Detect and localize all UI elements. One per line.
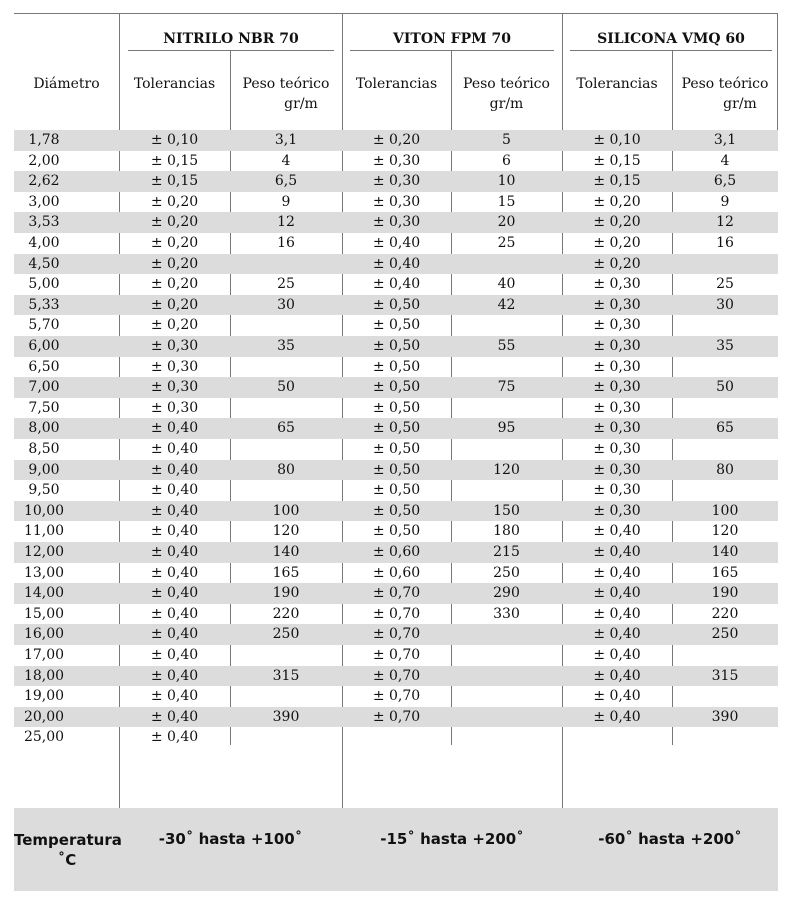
cell-tol-viton: ± 0,50 [372, 461, 421, 478]
temperature-silicona: -60˚ hasta +200˚ [598, 830, 742, 848]
cell-diametro: 7,00 [28, 379, 60, 396]
cell-tol-silicona: ± 0,40 [593, 523, 641, 540]
cell-tol-silicona: ± 0,30 [593, 296, 641, 313]
table-row [14, 624, 778, 645]
cell-peso-viton [451, 439, 562, 460]
cell-diametro: 20,00 [23, 708, 65, 725]
cell-peso-nitrilo [230, 727, 342, 748]
cell-peso-nitrilo [230, 686, 342, 707]
table-row [14, 315, 778, 336]
cell-peso-viton [451, 315, 562, 336]
cell-tol-nitrilo: ± 0,30 [150, 358, 199, 375]
header-peso-nitrilo [230, 74, 342, 114]
header-peso-label: Peso teórico [242, 76, 330, 92]
cell-peso-silicona: 30 [716, 296, 734, 313]
cell-diametro: 17,00 [23, 647, 65, 663]
table-row [14, 212, 778, 233]
cell-tol-nitrilo: ± 0,40 [150, 482, 199, 499]
cell-peso-viton: 95 [497, 420, 516, 437]
temperature-viton: -15˚ hasta +200˚ [380, 830, 524, 848]
cell-peso-viton: 180 [493, 523, 520, 540]
cell-tol-nitrilo: ± 0,40 [150, 523, 199, 540]
cell-tol-nitrilo: ± 0,40 [150, 708, 199, 725]
cell-peso-silicona: 4 [720, 152, 730, 169]
cell-tol-silicona: ± 0,15 [593, 152, 641, 169]
cell-peso-nitrilo: 30 [277, 296, 295, 313]
cell-diametro: 9,50 [28, 482, 60, 499]
cell-diametro: 11,00 [23, 523, 65, 540]
cell-tol-viton: ± 0,20 [372, 132, 421, 148]
cell-peso-silicona: 80 [716, 461, 734, 478]
cell-tol-silicona: ± 0,20 [593, 193, 641, 210]
cell-peso-viton: 55 [497, 338, 516, 354]
table-row [14, 130, 778, 151]
cell-tol-viton: ± 0,40 [372, 276, 421, 293]
cell-tol-nitrilo: ± 0,40 [150, 688, 199, 705]
cell-peso-nitrilo: 140 [272, 544, 300, 560]
cell-peso-silicona: 120 [711, 523, 739, 540]
cell-peso-viton [451, 707, 562, 728]
cell-peso-viton: 250 [493, 564, 520, 581]
cell-diametro: 13,00 [23, 564, 65, 581]
cell-peso-silicona [672, 439, 778, 460]
table-row [14, 254, 778, 275]
cell-peso-nitrilo [230, 398, 342, 419]
table-row [14, 274, 778, 295]
cell-tol-viton: ± 0,70 [372, 647, 421, 663]
cell-tol-silicona: ± 0,30 [593, 338, 641, 354]
cell-peso-silicona: 165 [711, 564, 739, 581]
cell-diametro: 14,00 [23, 585, 65, 602]
cell-diametro: 4,50 [28, 255, 60, 272]
cell-tol-viton: ± 0,50 [372, 358, 421, 375]
cell-peso-viton: 5 [502, 132, 511, 148]
table-row [14, 418, 778, 439]
cell-tol-nitrilo: ± 0,40 [150, 544, 199, 560]
cell-tol-viton: ± 0,40 [372, 255, 421, 272]
cell-peso-silicona: 315 [711, 667, 739, 684]
table-row [14, 563, 778, 584]
cell-tol-silicona: ± 0,30 [593, 420, 641, 437]
cell-tol-viton: ± 0,30 [372, 193, 421, 210]
cell-diametro: 18,00 [23, 667, 65, 684]
cell-peso-viton [451, 645, 562, 666]
cell-diametro: 10,00 [23, 502, 65, 519]
cell-tol-nitrilo: ± 0,40 [150, 647, 199, 663]
cell-peso-viton: 40 [497, 276, 516, 293]
cell-tol-silicona [562, 727, 672, 748]
cell-peso-nitrilo: 315 [272, 667, 300, 684]
cell-peso-viton [451, 480, 562, 501]
cell-peso-silicona: 3,1 [713, 132, 737, 148]
cell-tol-silicona: ± 0,40 [593, 708, 641, 725]
table-row [14, 583, 778, 604]
table-row [14, 460, 778, 481]
cell-peso-nitrilo: 80 [277, 461, 295, 478]
cell-tol-silicona: ± 0,40 [593, 564, 641, 581]
cell-diametro: 3,00 [28, 193, 60, 210]
cell-peso-silicona: 9 [720, 193, 730, 210]
temperature-label-line1: Temperatura [14, 831, 122, 849]
cell-peso-silicona [672, 357, 778, 378]
cell-tol-silicona: ± 0,30 [593, 441, 641, 457]
cell-tol-nitrilo: ± 0,30 [150, 338, 199, 354]
cell-tol-silicona: ± 0,30 [593, 399, 641, 416]
cell-peso-silicona: 6,5 [713, 173, 737, 190]
cell-diametro: 6,50 [28, 358, 60, 375]
cell-peso-viton [451, 398, 562, 419]
cell-peso-nitrilo: 390 [272, 708, 300, 725]
cell-tol-viton: ± 0,50 [372, 441, 421, 457]
cell-diametro: 16,00 [23, 626, 65, 643]
cell-peso-viton [451, 624, 562, 645]
cell-tol-silicona: ± 0,40 [593, 647, 641, 663]
cell-peso-nitrilo: 9 [281, 193, 291, 210]
cell-diametro: 7,50 [28, 399, 60, 416]
cell-tol-nitrilo: ± 0,40 [150, 461, 199, 478]
header-peso-unit: gr/m [284, 96, 318, 112]
cell-peso-silicona: 220 [711, 605, 739, 622]
cell-tol-nitrilo: ± 0,20 [150, 235, 199, 251]
cell-tol-silicona: ± 0,40 [593, 688, 641, 705]
table-row [14, 151, 778, 172]
cell-peso-nitrilo [230, 645, 342, 666]
header-peso-label: Peso teórico [681, 76, 769, 92]
cell-peso-nitrilo: 4 [281, 152, 291, 169]
cell-peso-nitrilo: 25 [277, 276, 295, 293]
cell-peso-silicona [672, 645, 778, 666]
cell-tol-nitrilo: ± 0,30 [150, 399, 199, 416]
cell-tol-viton: ± 0,50 [372, 317, 421, 334]
cell-tol-viton: ± 0,30 [372, 152, 421, 169]
cell-tol-silicona: ± 0,15 [593, 173, 641, 190]
cell-tol-silicona: ± 0,30 [593, 358, 641, 375]
table-row [14, 707, 778, 728]
cell-tol-viton: ± 0,70 [372, 688, 421, 705]
cell-tol-silicona: ± 0,30 [593, 379, 641, 396]
cell-diametro: 9,00 [28, 461, 60, 478]
cell-tol-silicona: ± 0,40 [593, 626, 641, 643]
cell-peso-silicona: 390 [711, 708, 739, 725]
cell-diametro: 15,00 [23, 605, 65, 622]
cell-peso-silicona [672, 727, 778, 748]
cell-peso-viton [451, 357, 562, 378]
cell-peso-nitrilo: 250 [272, 626, 300, 643]
cell-tol-silicona: ± 0,40 [593, 605, 641, 622]
cell-tol-silicona: ± 0,10 [593, 132, 641, 148]
table-row [14, 233, 778, 254]
table-row [14, 295, 778, 316]
cell-tol-nitrilo: ± 0,15 [150, 152, 199, 169]
cell-tol-nitrilo: ± 0,20 [150, 193, 199, 210]
cell-peso-silicona: 250 [711, 626, 739, 643]
cell-diametro: 8,00 [28, 420, 60, 437]
cell-peso-silicona [672, 480, 778, 501]
group-silicona: SILICONA VMQ 60 [570, 28, 772, 51]
cell-diametro: 3,53 [28, 214, 60, 231]
cell-tol-viton: ± 0,70 [372, 605, 421, 622]
cell-peso-nitrilo [230, 357, 342, 378]
cell-tol-nitrilo: ± 0,20 [150, 317, 199, 334]
cell-tol-silicona: ± 0,20 [593, 235, 641, 251]
cell-peso-nitrilo: 190 [272, 585, 300, 602]
table-row [14, 501, 778, 522]
table-row [14, 604, 778, 625]
table-row [14, 357, 778, 378]
cell-tol-viton: ± 0,30 [372, 173, 421, 190]
cell-peso-silicona: 50 [716, 379, 734, 396]
cell-peso-nitrilo: 120 [272, 523, 300, 540]
cell-peso-nitrilo: 12 [277, 214, 295, 231]
cell-tol-nitrilo: ± 0,20 [150, 296, 199, 313]
cell-diametro: 5,00 [28, 276, 60, 293]
cell-peso-viton: 75 [497, 379, 516, 396]
cell-tol-viton: ± 0,50 [372, 296, 421, 313]
cell-tol-viton: ± 0,50 [372, 523, 421, 540]
table-row [14, 439, 778, 460]
table-row [14, 645, 778, 666]
table-row [14, 192, 778, 213]
table-row [14, 377, 778, 398]
cell-tol-viton: ± 0,70 [372, 585, 421, 602]
cell-peso-silicona: 65 [716, 420, 734, 437]
cell-peso-viton [451, 254, 562, 275]
cell-peso-viton: 215 [493, 544, 520, 560]
cell-diametro: 4,00 [28, 235, 60, 251]
cell-tol-silicona: ± 0,30 [593, 502, 641, 519]
cell-tol-silicona: ± 0,40 [593, 585, 641, 602]
table-row [14, 171, 778, 192]
temperature-label-unit: ˚C [57, 851, 77, 869]
cell-peso-viton: 330 [493, 605, 520, 622]
cell-tol-silicona: ± 0,30 [593, 276, 641, 293]
table-row [14, 336, 778, 357]
table-row [14, 666, 778, 687]
cell-peso-silicona: 12 [716, 214, 734, 231]
cell-tol-viton: ± 0,30 [372, 214, 421, 231]
cell-tol-nitrilo: ± 0,40 [150, 585, 199, 602]
cell-tol-viton: ± 0,50 [372, 482, 421, 499]
temperature-row [14, 808, 778, 891]
table-row [14, 480, 778, 501]
cell-peso-viton: 25 [497, 235, 516, 251]
cell-peso-silicona [672, 315, 778, 336]
group-nitrilo: NITRILO NBR 70 [128, 28, 334, 51]
cell-tol-viton: ± 0,70 [372, 708, 421, 725]
header-tolerancias-viton: Tolerancias [355, 76, 438, 92]
cell-tol-silicona: ± 0,30 [593, 461, 641, 478]
group-viton: VITON FPM 70 [350, 28, 554, 51]
cell-peso-nitrilo: 220 [272, 605, 300, 622]
cell-peso-viton [451, 686, 562, 707]
cell-tol-silicona: ± 0,20 [593, 214, 641, 231]
header-peso-label: Peso teórico [463, 76, 550, 92]
cell-peso-silicona: 100 [711, 502, 739, 519]
cell-peso-nitrilo: 50 [277, 379, 295, 396]
temperature-nitrilo: -30˚ hasta +100˚ [158, 830, 303, 848]
cell-tol-silicona: ± 0,20 [593, 255, 641, 272]
cell-diametro: 5,70 [28, 317, 60, 334]
cell-tol-viton: ± 0,50 [372, 379, 421, 396]
cell-peso-silicona: 25 [716, 276, 734, 293]
cell-peso-silicona [672, 686, 778, 707]
cell-diametro: 6,00 [28, 338, 60, 354]
cell-peso-nitrilo [230, 439, 342, 460]
cell-peso-viton [451, 727, 562, 748]
cell-tol-viton: ± 0,60 [372, 564, 421, 581]
table-row [14, 398, 778, 419]
header-tolerancias-silicona: Tolerancias [576, 76, 658, 92]
header-peso-unit: gr/m [489, 96, 524, 112]
cell-tol-viton: ± 0,60 [372, 544, 421, 560]
cell-tol-nitrilo: ± 0,15 [150, 173, 199, 190]
cell-peso-viton: 150 [493, 502, 520, 519]
cell-diametro: 25,00 [23, 729, 65, 746]
cell-tol-silicona: ± 0,40 [593, 544, 641, 560]
temperature-label [14, 830, 120, 870]
cell-tol-viton: ± 0,70 [372, 667, 421, 684]
cell-peso-viton [451, 666, 562, 687]
cell-diametro: 5,33 [28, 296, 60, 313]
header-diametro: Diámetro [33, 76, 100, 92]
header-peso-silicona [672, 74, 778, 114]
cell-peso-viton: 20 [497, 214, 516, 231]
cell-peso-nitrilo [230, 315, 342, 336]
cell-tol-nitrilo: ± 0,40 [150, 667, 199, 684]
header-peso-unit: gr/m [723, 96, 757, 112]
cell-peso-silicona: 190 [711, 585, 739, 602]
cell-peso-nitrilo [230, 254, 342, 275]
table-row [14, 542, 778, 563]
cell-tol-viton: ± 0,40 [372, 235, 421, 251]
cell-peso-nitrilo [230, 480, 342, 501]
cell-tol-viton: ± 0,50 [372, 399, 421, 416]
cell-tol-nitrilo: ± 0,20 [150, 214, 199, 231]
cell-tol-nitrilo: ± 0,20 [150, 255, 199, 272]
cell-peso-viton: 6 [502, 152, 511, 169]
cell-peso-silicona [672, 254, 778, 275]
cell-peso-silicona: 140 [711, 544, 739, 560]
cell-tol-viton: ± 0,50 [372, 420, 421, 437]
cell-tol-nitrilo: ± 0,40 [150, 564, 199, 581]
cell-peso-nitrilo: 35 [277, 338, 295, 354]
cell-diametro: 19,00 [23, 688, 65, 705]
cell-tol-nitrilo: ± 0,40 [150, 729, 199, 746]
header-tolerancias-nitrilo: Tolerancias [133, 76, 216, 92]
cell-tol-nitrilo: ± 0,40 [150, 420, 199, 437]
cell-peso-nitrilo: 100 [272, 502, 300, 519]
cell-peso-silicona [672, 398, 778, 419]
table-row [14, 521, 778, 542]
cell-diametro: 8,50 [28, 441, 60, 457]
header-peso-viton [451, 74, 562, 114]
cell-diametro: 1,78 [28, 132, 60, 148]
cell-tol-nitrilo: ± 0,40 [150, 502, 199, 519]
cell-peso-viton: 10 [497, 173, 516, 190]
cell-tol-nitrilo: ± 0,30 [150, 379, 199, 396]
cell-tol-nitrilo: ± 0,40 [150, 626, 199, 643]
cell-tol-viton: ± 0,50 [372, 338, 421, 354]
cell-diametro: 2,00 [28, 152, 60, 169]
cell-peso-viton: 42 [497, 296, 516, 313]
cell-peso-silicona: 35 [716, 338, 734, 354]
cell-peso-nitrilo: 16 [277, 235, 295, 251]
cell-tol-silicona: ± 0,30 [593, 482, 641, 499]
cell-peso-viton: 15 [497, 193, 516, 210]
table-row [14, 686, 778, 707]
cell-tol-viton [342, 727, 451, 748]
cell-tol-viton: ± 0,70 [372, 626, 421, 643]
cell-tol-nitrilo: ± 0,40 [150, 441, 199, 457]
cell-tol-nitrilo: ± 0,40 [150, 605, 199, 622]
cell-peso-nitrilo: 165 [272, 564, 300, 581]
cell-peso-silicona: 16 [716, 235, 734, 251]
cell-diametro: 12,00 [23, 544, 65, 560]
cell-tol-nitrilo: ± 0,10 [150, 132, 199, 148]
cell-peso-viton: 120 [493, 461, 520, 478]
cell-tol-viton: ± 0,50 [372, 502, 421, 519]
cell-tol-silicona: ± 0,40 [593, 667, 641, 684]
cell-peso-nitrilo: 6,5 [274, 173, 298, 190]
cell-peso-viton: 290 [493, 585, 520, 602]
cell-diametro: 2,62 [28, 173, 60, 190]
cell-tol-silicona: ± 0,30 [593, 317, 641, 334]
cell-peso-nitrilo: 65 [277, 420, 295, 437]
cell-tol-nitrilo: ± 0,20 [150, 276, 199, 293]
header-top-border [14, 13, 778, 14]
table-row [14, 727, 778, 748]
cell-peso-nitrilo: 3,1 [274, 132, 298, 148]
